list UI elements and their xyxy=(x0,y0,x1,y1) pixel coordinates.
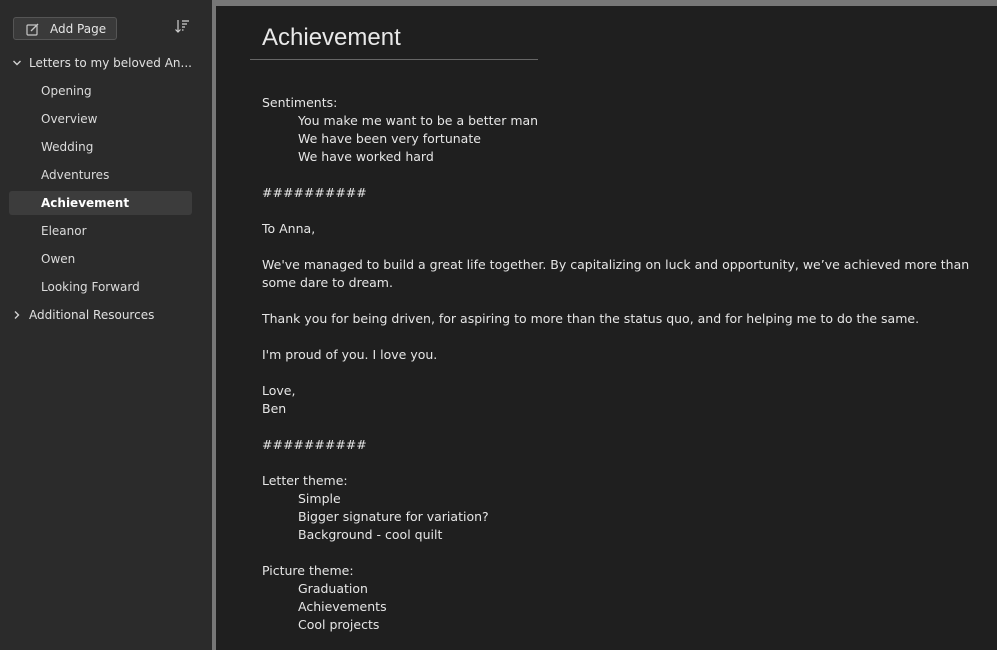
page-item-label: Adventures xyxy=(41,168,110,182)
letter-theme-item: Bigger signature for variation? xyxy=(298,509,489,524)
page-item-overview[interactable] xyxy=(9,107,192,131)
letter-theme-heading: Letter theme: xyxy=(262,473,348,488)
page-item-opening[interactable] xyxy=(9,79,192,103)
section-additional-resources[interactable] xyxy=(0,304,212,326)
letter-closing: Love, xyxy=(262,383,296,398)
sentiment-item: We have worked hard xyxy=(298,149,434,164)
chevron-down-icon[interactable] xyxy=(12,58,22,68)
page-item-label: Overview xyxy=(41,112,98,126)
separator: ########## xyxy=(262,185,367,200)
separator: ########## xyxy=(262,437,367,452)
section-title: Additional Resources xyxy=(29,308,155,322)
page-item-label: Wedding xyxy=(41,140,94,154)
page-item-adventures[interactable] xyxy=(9,163,192,187)
picture-theme-item: Cool projects xyxy=(298,617,380,632)
sentiment-item: You make me want to be a better man xyxy=(298,113,539,128)
page-item-eleanor[interactable] xyxy=(9,219,192,243)
page-item-label: Owen xyxy=(41,252,76,266)
letter-theme-item: Simple xyxy=(298,491,341,506)
page-item-label: Opening xyxy=(41,84,92,98)
page-canvas[interactable] xyxy=(216,6,997,650)
page-body[interactable] xyxy=(262,94,982,634)
sentiments-heading: Sentiments: xyxy=(262,95,338,110)
section-letters[interactable] xyxy=(0,52,212,74)
letter-signature: Ben xyxy=(262,401,287,416)
sentiment-item: We have been very fortunate xyxy=(298,131,481,146)
page-title[interactable]: Achievement xyxy=(262,24,401,51)
page-item-label: Achievement xyxy=(41,196,130,210)
page-item-owen[interactable] xyxy=(9,247,192,271)
page-item-achievement[interactable] xyxy=(9,191,192,215)
picture-theme-item: Graduation xyxy=(298,581,368,596)
page-item-label: Looking Forward xyxy=(41,280,140,294)
page-item-label: Eleanor xyxy=(41,224,87,238)
letter-paragraph: I'm proud of you. I love you. xyxy=(262,347,438,362)
page-item-looking-forward[interactable] xyxy=(9,275,192,299)
page-sidebar xyxy=(0,0,212,650)
page-item-wedding[interactable] xyxy=(9,135,192,159)
add-page-label: Add Page xyxy=(50,21,107,36)
letter-paragraph: We've managed to build a great life together. By capitalizing on luck and opportunity, we’ve achieved more than some dare to dream. xyxy=(262,257,970,290)
new-page-icon xyxy=(26,22,40,36)
chevron-right-icon[interactable] xyxy=(12,310,22,320)
picture-theme-item: Achievements xyxy=(298,599,387,614)
picture-theme-heading: Picture theme: xyxy=(262,563,354,578)
sort-icon xyxy=(174,18,190,38)
letter-paragraph: Thank you for being driven, for aspiring to more than the status quo, and for helping me to do the same. xyxy=(262,311,920,326)
section-title: Letters to my beloved An... xyxy=(29,56,192,70)
letter-theme-item: Background - cool quilt xyxy=(298,527,443,542)
add-page-button[interactable] xyxy=(13,17,117,40)
letter-greeting: To Anna, xyxy=(262,221,316,236)
title-underline xyxy=(250,59,538,60)
sort-pages-button[interactable] xyxy=(173,19,191,37)
